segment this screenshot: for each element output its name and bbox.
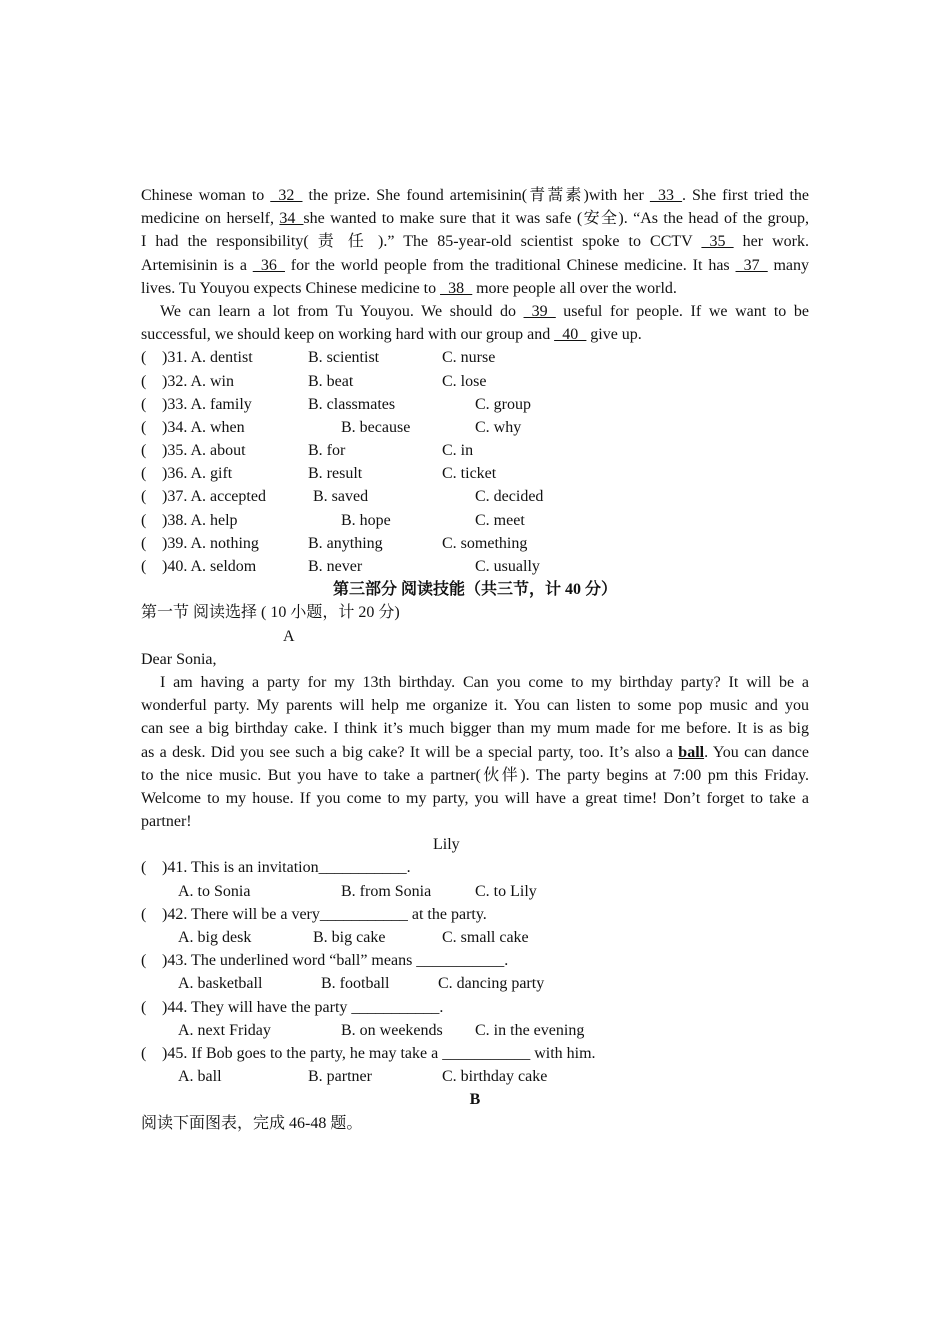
passage-b-instruction: 阅读下面图表，完成 46-48 题。 — [141, 1114, 363, 1132]
option-b: B. on weekends — [341, 1021, 443, 1039]
option-b: B. beat — [308, 372, 354, 390]
option-b: B. football — [321, 975, 390, 993]
question-37 — [141, 485, 809, 508]
question-stem: )41. This is an invitation___________. — [162, 859, 411, 877]
option-c: C. small cake — [442, 929, 529, 946]
text: many — [767, 256, 809, 274]
answer-paren: ( — [141, 952, 147, 970]
option-a: )38. A. help — [162, 511, 238, 529]
option-b: B. result — [308, 465, 363, 483]
text: I am having a party for my 13th birthday. Can you come to my birthday party? It will be a — [160, 673, 809, 691]
option-c: C. nurse — [442, 349, 496, 367]
blank-33: _33_ — [649, 187, 682, 204]
question-42 — [141, 903, 809, 926]
question-43 — [141, 949, 809, 972]
option-c: C. ticket — [442, 465, 497, 483]
letter-greeting: Dear Sonia, — [141, 650, 217, 668]
option-c: C. in the evening — [475, 1021, 585, 1039]
answer-paren: ( — [141, 465, 147, 483]
option-c: C. usually — [475, 558, 540, 575]
answer-paren: ( — [141, 372, 147, 390]
answer-paren: ( — [141, 534, 147, 552]
blank-34: 34_ — [279, 210, 304, 228]
question-stem: )43. The underlined word “ball” means ___________. — [162, 952, 509, 970]
text: she wanted to make sure that it was safe (安全). “As the head of the group, — [303, 210, 809, 228]
question-39 — [141, 532, 809, 555]
question-38 — [141, 509, 809, 532]
option-c: C. dancing party — [438, 975, 545, 993]
exam-page — [141, 184, 809, 1135]
question-35 — [141, 439, 809, 462]
blank-37: _37_ — [735, 256, 768, 274]
option-b: B. anything — [308, 534, 383, 552]
option-c: C. why — [475, 418, 522, 436]
letter-line-1 — [141, 671, 809, 694]
text: partner! — [141, 813, 192, 831]
cloze-line-6 — [141, 300, 809, 323]
question-41 — [141, 856, 809, 879]
question-42-options — [141, 926, 809, 949]
option-c: C. group — [475, 395, 531, 413]
cloze-line-1 — [141, 184, 809, 207]
option-a: )40. A. seldom — [162, 558, 257, 575]
option-a: A. big desk — [178, 929, 252, 946]
option-a: A. ball — [178, 1068, 222, 1086]
option-b: B. hope — [341, 511, 391, 529]
option-b: B. classmates — [308, 395, 396, 413]
option-c: C. in — [442, 442, 474, 460]
option-a: )31. A. dentist — [162, 349, 253, 367]
part3-heading: 第三部分 阅读技能（共三节，计 40 分） — [332, 581, 617, 599]
question-45 — [141, 1042, 809, 1065]
text: We can learn a lot from Tu Youyou. We should do — [160, 302, 524, 320]
answer-paren: ( — [141, 1044, 147, 1062]
signature-name: Lily — [433, 836, 460, 854]
letter-signature — [141, 833, 809, 856]
text: wonderful party. My parents will help me organize it. You can listen to some pop music and you — [141, 697, 809, 715]
option-c: C. lose — [442, 372, 487, 390]
question-43-options — [141, 972, 809, 995]
text: Welcome to my house. If you come to my party, you will have a great time! Don’t forget to take a — [141, 789, 809, 807]
cloze-line-3 — [141, 230, 809, 253]
cloze-line-7 — [141, 323, 809, 346]
option-a: )33. A. family — [162, 395, 252, 413]
answer-paren: ( — [141, 998, 147, 1016]
underlined-word-ball: ball — [678, 743, 705, 761]
answer-paren: ( — [141, 349, 147, 367]
text: lives. Tu Youyou expects Chinese medicine to — [141, 279, 441, 297]
question-41-options — [141, 880, 809, 903]
cloze-line-5 — [141, 277, 809, 300]
letter-line-4 — [141, 741, 809, 764]
question-33 — [141, 393, 809, 416]
question-32 — [141, 370, 809, 393]
letter-line-7 — [141, 810, 809, 833]
option-a: )32. A. win — [162, 372, 234, 390]
text: . You can dance — [704, 743, 809, 761]
passage-b-label: B — [469, 1091, 481, 1109]
answer-paren: ( — [141, 558, 147, 575]
text: as a desk. Did you see such a big cake? It will be a special party, too. It’s also a — [141, 743, 679, 761]
text: medicine on herself, — [141, 210, 280, 228]
answer-paren: ( — [141, 418, 147, 436]
option-b: B. for — [308, 442, 346, 460]
option-b: B. never — [308, 558, 363, 575]
letter-line-6 — [141, 787, 809, 810]
question-44 — [141, 996, 809, 1019]
question-36 — [141, 462, 809, 485]
text: more people all over the world. — [472, 279, 677, 297]
text: successful, we should keep on working hard with our group and — [141, 326, 555, 344]
answer-paren: ( — [141, 859, 147, 877]
blank-36: _36_ — [252, 256, 285, 274]
option-b: B. scientist — [308, 349, 380, 367]
section1-heading: 第一节 阅读选择 ( 10 小题，计 20 分) — [141, 604, 400, 622]
letter-line-3 — [141, 717, 809, 740]
text: can see a big birthday cake. I think it’s much bigger than my mum made for me before. It is as big — [141, 720, 809, 738]
answer-paren: ( — [141, 442, 147, 460]
option-b: B. partner — [308, 1068, 372, 1086]
blank-40: _40_ — [554, 326, 587, 344]
question-31 — [141, 346, 809, 369]
question-stem: )44. They will have the party ___________. — [162, 998, 444, 1016]
question-stem: )45. If Bob goes to the party, he may take a ___________ with him. — [162, 1044, 596, 1062]
cloze-line-2 — [141, 207, 809, 230]
option-a: A. to Sonia — [178, 882, 251, 900]
text: to the nice music. But you have to take a partner(伙伴). The party begins at 7:00 pm this Friday. — [141, 766, 809, 784]
blank-32: _32_ — [270, 187, 303, 204]
letter-line-2 — [141, 694, 809, 717]
option-a: A. basketball — [178, 975, 263, 993]
question-40 — [141, 555, 809, 578]
blank-35: _35_ — [701, 233, 734, 251]
question-34 — [141, 416, 809, 439]
question-45-options — [141, 1065, 809, 1088]
answer-paren: ( — [141, 511, 147, 529]
option-b: B. from Sonia — [341, 882, 432, 900]
text: the prize. She found artemisinin(青蒿素)with her — [302, 187, 650, 204]
text: . She first tried the — [681, 187, 809, 204]
passage-a-letter: A — [283, 627, 295, 645]
option-a: )37. A. accepted — [162, 488, 266, 506]
option-b: B. because — [341, 418, 411, 436]
blank-39: _39_ — [523, 302, 556, 320]
answer-paren: ( — [141, 395, 147, 413]
question-44-options — [141, 1019, 809, 1042]
option-b: B. saved — [313, 488, 369, 506]
answer-paren: ( — [141, 488, 147, 506]
option-c: C. birthday cake — [442, 1068, 548, 1086]
option-a: A. next Friday — [178, 1021, 271, 1039]
answer-paren: ( — [141, 905, 147, 923]
text: Chinese woman to — [141, 187, 271, 204]
cloze-line-4 — [141, 254, 809, 277]
option-a: )34. A. when — [162, 418, 245, 436]
option-b: B. big cake — [313, 929, 386, 946]
option-c: C. meet — [475, 511, 525, 529]
question-stem: )42. There will be a very___________ at the party. — [162, 905, 487, 923]
text: give up. — [586, 326, 642, 344]
option-c: C. something — [442, 534, 528, 552]
option-a: )35. A. about — [162, 442, 246, 460]
passage-a-label — [141, 625, 809, 648]
text: Artemisinin is a — [141, 256, 253, 274]
option-c: C. decided — [475, 488, 544, 506]
option-c: C. to Lily — [475, 882, 537, 900]
option-a: )36. A. gift — [162, 465, 233, 483]
option-a: )39. A. nothing — [162, 534, 259, 552]
text: for the world people from the traditional Chinese medicine. It has — [284, 256, 736, 274]
text: useful for people. If we want to be — [555, 302, 809, 320]
letter-line-5 — [141, 764, 809, 787]
text: her work. — [733, 233, 809, 251]
text: I had the responsibility( 责 任 ).” The 85-year-old scientist spoke to CCTV — [141, 233, 702, 251]
blank-38: _38_ — [440, 279, 473, 297]
